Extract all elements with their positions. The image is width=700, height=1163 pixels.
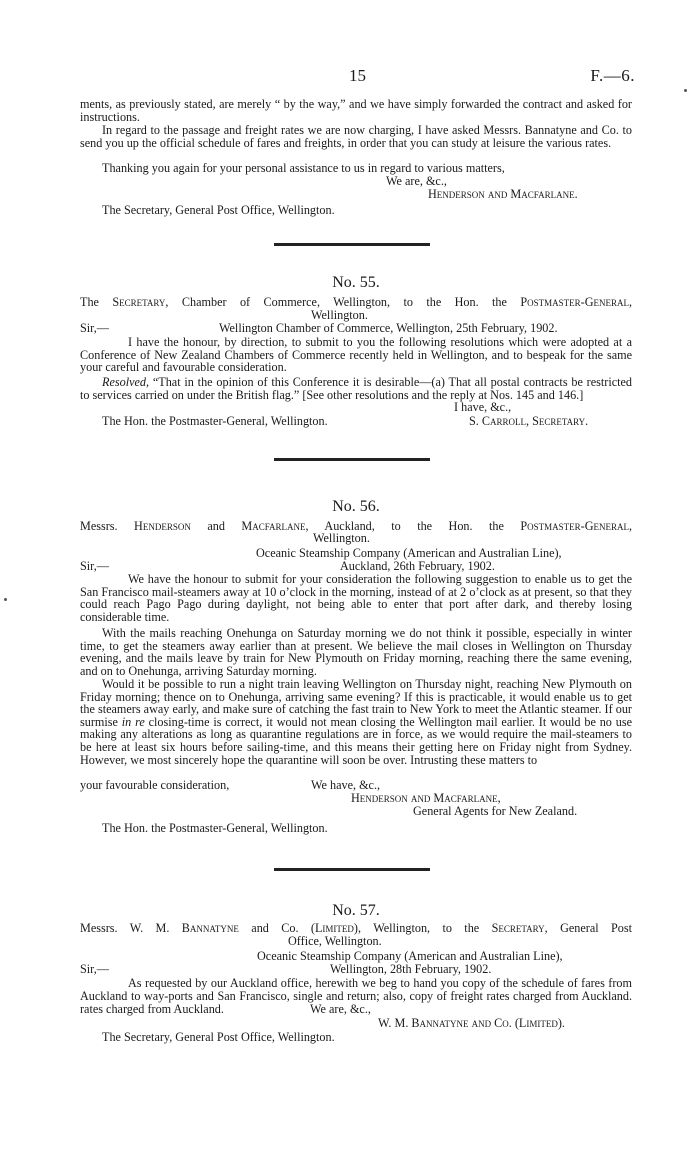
dateline: Wellington Chamber of Commerce, Wellington, 25th February, 1902. — [219, 321, 558, 335]
letter-body: As requested by our Auckland office, herewith we beg to hand you copy of the schedule of fares from Auckland to way-ports and San Francisco, single and return; also, copy of freight rates charged from Auckland. — [80, 977, 632, 1003]
letter-body: I have the honour, by direction, to submit to you the following resolutions which were adopted at a Conference of New Zealand Chambers of Commerce recently held in Wellington, and to bespeak for the same your careful and favourable consideration. — [80, 335, 632, 375]
dateline: Auckland, 26th February, 1902. — [340, 559, 495, 573]
letter-heading: No. 57. — [332, 902, 380, 919]
letter-closing: We have, &c., — [311, 778, 381, 792]
letter-closing: I have, &c., — [454, 400, 512, 414]
letter-heading: No. 56. — [332, 498, 380, 515]
letter-addressee: The Hon. the Postmaster-General, Wellington. — [102, 414, 328, 428]
salutation: Sir,— — [80, 321, 109, 335]
scan-speck — [684, 89, 687, 92]
intro-signature: Henderson and Macfarlane. — [428, 187, 578, 201]
letter-route: The Secretary, Chamber of Commerce, Wellington, to the Hon. the Postmaster-General, — [80, 295, 633, 309]
letter-route: Messrs. Henderson and Macfarlane, Auckland, to the Hon. the Postmaster-General, — [80, 519, 633, 533]
letter-signature: Henderson and Macfarlane, — [351, 791, 501, 805]
letter-addressee: The Secretary, General Post Office, Wellington. — [102, 1030, 335, 1044]
salutation: Sir,— — [80, 559, 109, 573]
letter-route-continued: Office, Wellington. — [288, 934, 382, 948]
salutation: Sir,— — [80, 962, 109, 976]
letter-body-last-line: your favourable consideration, — [80, 778, 230, 792]
scan-speck — [4, 598, 7, 601]
company-line: Oceanic Steamship Company (American and Australian Line), — [257, 949, 563, 963]
letter-signature: S. Carroll, Secretary. — [469, 414, 589, 428]
section-divider — [274, 458, 430, 461]
intro-paragraph-3: Thanking you again for your personal assistance to us in regard to various matters, — [102, 161, 505, 175]
intro-addressee: The Secretary, General Post Office, Wellington. — [102, 203, 335, 217]
page-number: 15 — [349, 66, 366, 85]
letter-body-paragraph-3: Would it be possible to run a night train leaving Wellington on Thursday night, reaching New Plymouth on Friday morning; thence on to Onehunga, arriving same evening? If this is practicable, it would enable us to get the steamers away early, and make sure of catching the fast train to New York to meet the Atlantic steamer. If our surmise in re closing-time is correct, it would not mean closing the Wellington mail earlier. It would be no use making any alterations as long as quarantine regulations are in force, as we would require the mail-steamers to be here at least six hours before sailing-time, and this means their getting here on Friday night from Sydney. However, we most sincerely hope the quarantine will soon be over. Intrusting these matters to — [80, 677, 632, 767]
letter-route: Messrs. W. M. Bannatyne and Co. (Limited), Wellington, to the Secretary, General Post — [80, 921, 633, 935]
company-line: Oceanic Steamship Company (American and Australian Line), — [256, 546, 562, 560]
letter-heading: No. 55. — [332, 274, 380, 291]
resolution-text: Resolved, “That in the opinion of this Conference it is desirable—(a) That all postal contracts be restricted to services carried on under the British flag.” [See other resolutions and the reply at Nos. 145 and 146.] — [80, 375, 633, 402]
letter-route-continued: Wellington. — [311, 308, 368, 322]
letter-addressee: The Hon. the Postmaster-General, Wellington. — [102, 821, 328, 835]
intro-paragraph-2: In regard to the passage and freight rates we are now charging, I have asked Messrs. Bannatyne and Co. to send you up the official schedule of fares and freights, in order that you can study at leisure the various rates. — [80, 123, 632, 150]
section-divider — [274, 868, 430, 871]
dateline: Wellington, 28th February, 1902. — [330, 962, 492, 976]
page-header — [80, 66, 635, 86]
section-divider — [274, 243, 430, 246]
letter-route-continued: Wellington. — [313, 531, 370, 545]
signature-title: General Agents for New Zealand. — [413, 804, 578, 818]
letter-body-last-line: rates charged from Auckland. — [80, 1002, 224, 1016]
letter-body-paragraph-1: We have the honour to submit for your consideration the following suggestion to enable us to get the San Francisco mail-steamers away at 10 o’clock in the morning, instead of at 2 o’clock as at present, so that they could reach Pago Pago during daylight, not being able to enter that port after dark, and thereby losing considerable time. — [80, 572, 632, 624]
intro-paragraph-1: ments, as previously stated, are merely “ by the way,” and we have simply forwarded the contract and asked for instructions. — [80, 97, 632, 124]
intro-closing: We are, &c., — [386, 174, 447, 188]
letter-signature: W. M. Bannatyne and Co. (Limited). — [378, 1016, 565, 1030]
document-reference: F.—6. — [590, 66, 635, 85]
letter-closing: We are, &c., — [310, 1002, 371, 1016]
letter-body-paragraph-2: With the mails reaching Onehunga on Saturday morning we do not think it possible, especially in winter time, to get the steamers away earlier than at present. We believe the mail closes in Wellington on Thursday evening, and the mails leave by train for New Plymouth on Friday morning, reaching there the same evening, and on to Onehunga, arriving Saturday morning. — [80, 626, 632, 678]
